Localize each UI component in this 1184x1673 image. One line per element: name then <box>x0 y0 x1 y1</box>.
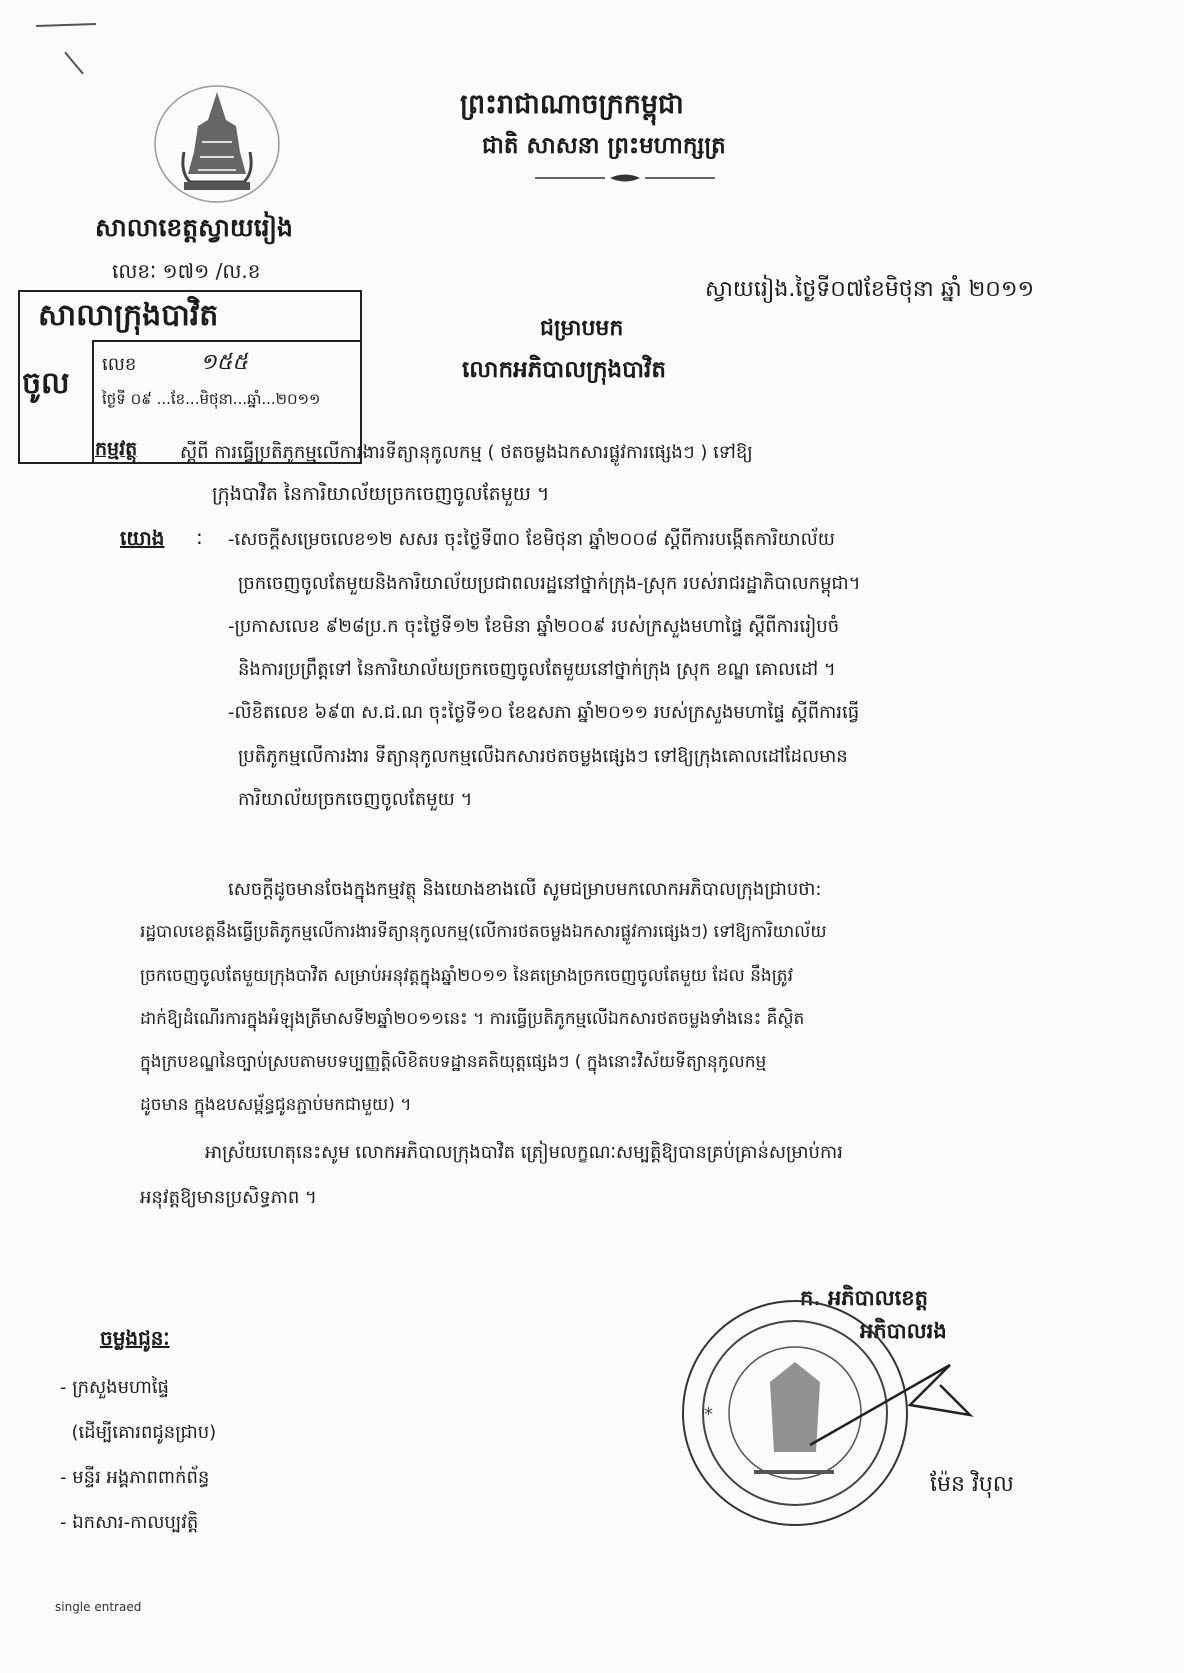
signatory-name: ម៉ែន វិបុល <box>930 1472 1014 1497</box>
subject-line-2: ក្រុងបាវិត នៃការិយាល័យច្រកចេញចូលតែមួយ ។ <box>212 483 550 505</box>
subject-line-1: ស្តីពី ការធ្វើប្រតិភូកម្មលើការងារទីត្យានុកូលកម្ម ( ថតចម្លងឯកសារផ្លូវការផ្សេងៗ ) ទៅឱ្យ <box>180 442 753 463</box>
received-stamp <box>18 290 362 464</box>
svg-text:*: * <box>704 1404 713 1425</box>
kingdom-title: ព្រះរាជាណាចក្រកម្ពុជា <box>460 89 684 120</box>
body-line: ដាក់ឱ្យដំណើរការក្នុងអំឡុងត្រីមាសទី២ឆ្នាំ២០១១នេះ ។ ការធ្វើប្រតិភូកម្មលើឯកសារថតចម្លងទាំងនេះ គឺស្ថិត <box>140 1009 805 1029</box>
body-line: ក្នុងក្របខណ្ឌនៃច្បាប់ស្របតាមបទប្បញ្ញត្តិលិខិតបទដ្ឋានគតិយុត្តផ្សេងៗ ( ក្នុងនោះវិស័យទីត្យានុកូលកម្ម <box>140 1052 767 1072</box>
body-line: រដ្ឋបាលខេត្តនឹងធ្វើប្រតិភូកម្មលើការងារទីត្យានុកូលកម្ម(លើការថតចម្លងឯកសារផ្លូវការផ្សេងៗ) ទៅឱ្យការិយាល័យ <box>140 922 827 942</box>
copy-item: - ក្រសួងមហាផ្ទៃ <box>60 1377 169 1398</box>
body-line: សេចក្តីដូចមានចែងក្នុងកម្មវត្ថុ និងយោងខាងលើ សូមជម្រាបមកលោកអភិបាលក្រុងជ្រាបថា: <box>228 879 822 900</box>
stamp-title: សាលាក្រុងបាវិត <box>38 298 219 333</box>
stamp-number-label: លេខ <box>102 354 137 375</box>
reference-line: ច្រកចេញចូលតែមួយនិងការិយាល័យប្រជាពលរដ្ឋនៅថ្នាក់ក្រុង-ស្រុក របស់រាជរដ្ឋាភិបាលកម្ពុជា។ <box>238 573 861 594</box>
motto-divider <box>525 170 725 184</box>
references-colon: : <box>196 525 203 549</box>
footer-note: single entraed <box>55 1600 142 1614</box>
reference-line: ប្រតិភូកម្មលើការងារ ទីត្យានុកូលកម្មលើឯកសារថតចម្លងផ្សេងៗ ទៅឱ្យក្រុងគោលដៅដែលមាន <box>238 746 848 767</box>
copies-label: ចម្លងជូនៈ <box>100 1326 170 1350</box>
reference-line: និងការប្រព្រឹត្តទៅ នៃការិយាល័យច្រកចេញចូលតែមួយនៅថ្នាក់ក្រុង ស្រុក ខណ្ឌ គោលដៅ ។ <box>238 659 836 680</box>
reference-line: -លិខិតលេខ ៦៩៣ ស.ជ.ណ ចុះថ្ងៃទី១០ ខែឧសភា ឆ្នាំ២០១១ របស់ក្រសួងមហាផ្ទៃ ស្តីពីការធ្វើ <box>228 702 860 723</box>
stamp-side-label: ចូល <box>22 366 70 401</box>
copy-item: - ឯកសារ-កាលប្បវត្តិ <box>60 1512 199 1533</box>
scan-mark <box>64 52 84 75</box>
royal-emblem <box>150 82 285 207</box>
recipient: លោកអភិបាលក្រុងបាវិត <box>462 356 666 383</box>
reference-line: -សេចក្តីសម្រេចលេខ១២ សសរ ចុះថ្ងៃទី៣០ ខែមិថុនា ឆ្នាំ២០០៨ ស្តីពីការបង្កើតការិយាល័យ <box>228 529 835 550</box>
reference-line: -ប្រកាសលេខ ៩២៨ប្រ.ក ចុះថ្ងៃទី១២ ខែមិនា ឆ្នាំ២០០៩ របស់ក្រសួងមហាផ្ទៃ ស្តីពីការរៀបចំ <box>228 616 840 637</box>
signature-scribble <box>800 1345 1000 1455</box>
salutation: ជម្រាបមក <box>540 315 624 341</box>
body-line: អាស្រ័យហេតុនេះសូម លោកអភិបាលក្រុងបាវិត ត្រៀមលក្ខណៈសម្បត្តិឱ្យបានគ្រប់គ្រាន់សម្រាប់ការ <box>205 1142 843 1163</box>
place-and-date: ស្វាយរៀង.ថ្ងៃទី០៧ខែមិថុនា ឆ្នាំ ២០១១ <box>705 277 1035 302</box>
reference-line: ការិយាល័យច្រកចេញចូលតែមួយ ។ <box>238 789 473 810</box>
subject-label: កម្មវត្ថុ <box>95 438 138 460</box>
signatory-subtitle: អភិបាលរង <box>860 1318 947 1343</box>
signatory-title: ក. អភិបាលខេត្ត <box>800 1285 928 1310</box>
copy-item: - មន្ទីរ អង្គភាពពាក់ព័ន្ធ <box>60 1467 210 1488</box>
scan-mark <box>36 23 96 27</box>
reference-number: លេខៈ ១៧១ /ល.ខ <box>112 259 261 283</box>
issuing-office: សាលាខេត្តស្វាយរៀង <box>95 213 293 242</box>
stamp-number-value: ១៥៥ <box>200 350 248 375</box>
stamp-date-line: ថ្ងៃទី ០៩ ...ខែ...មិថុនា...ឆ្នាំ...២០១១ <box>102 390 321 408</box>
body-line: ច្រកចេញចូលតែមួយក្រុងបាវិត សម្រាប់អនុវត្តក្នុងឆ្នាំ២០១១ នៃគម្រោងច្រកចេញចូលតែមួយ ដែល នឹងត្រូវ <box>140 966 793 986</box>
national-motto: ជាតិ សាសនា ព្រះមហាក្សត្រ <box>482 132 726 159</box>
body-line: ដូចមាន ក្នុងឧបសម្ព័ន្ធជូនភ្ជាប់មកជាមួយ) ។ <box>140 1095 412 1115</box>
references-label: យោង <box>120 526 165 550</box>
body-line: អនុវត្តឱ្យមានប្រសិទ្ធភាព ។ <box>140 1187 317 1208</box>
copy-item: (ដើម្បីគោរពជូនជ្រាប) <box>60 1422 217 1443</box>
